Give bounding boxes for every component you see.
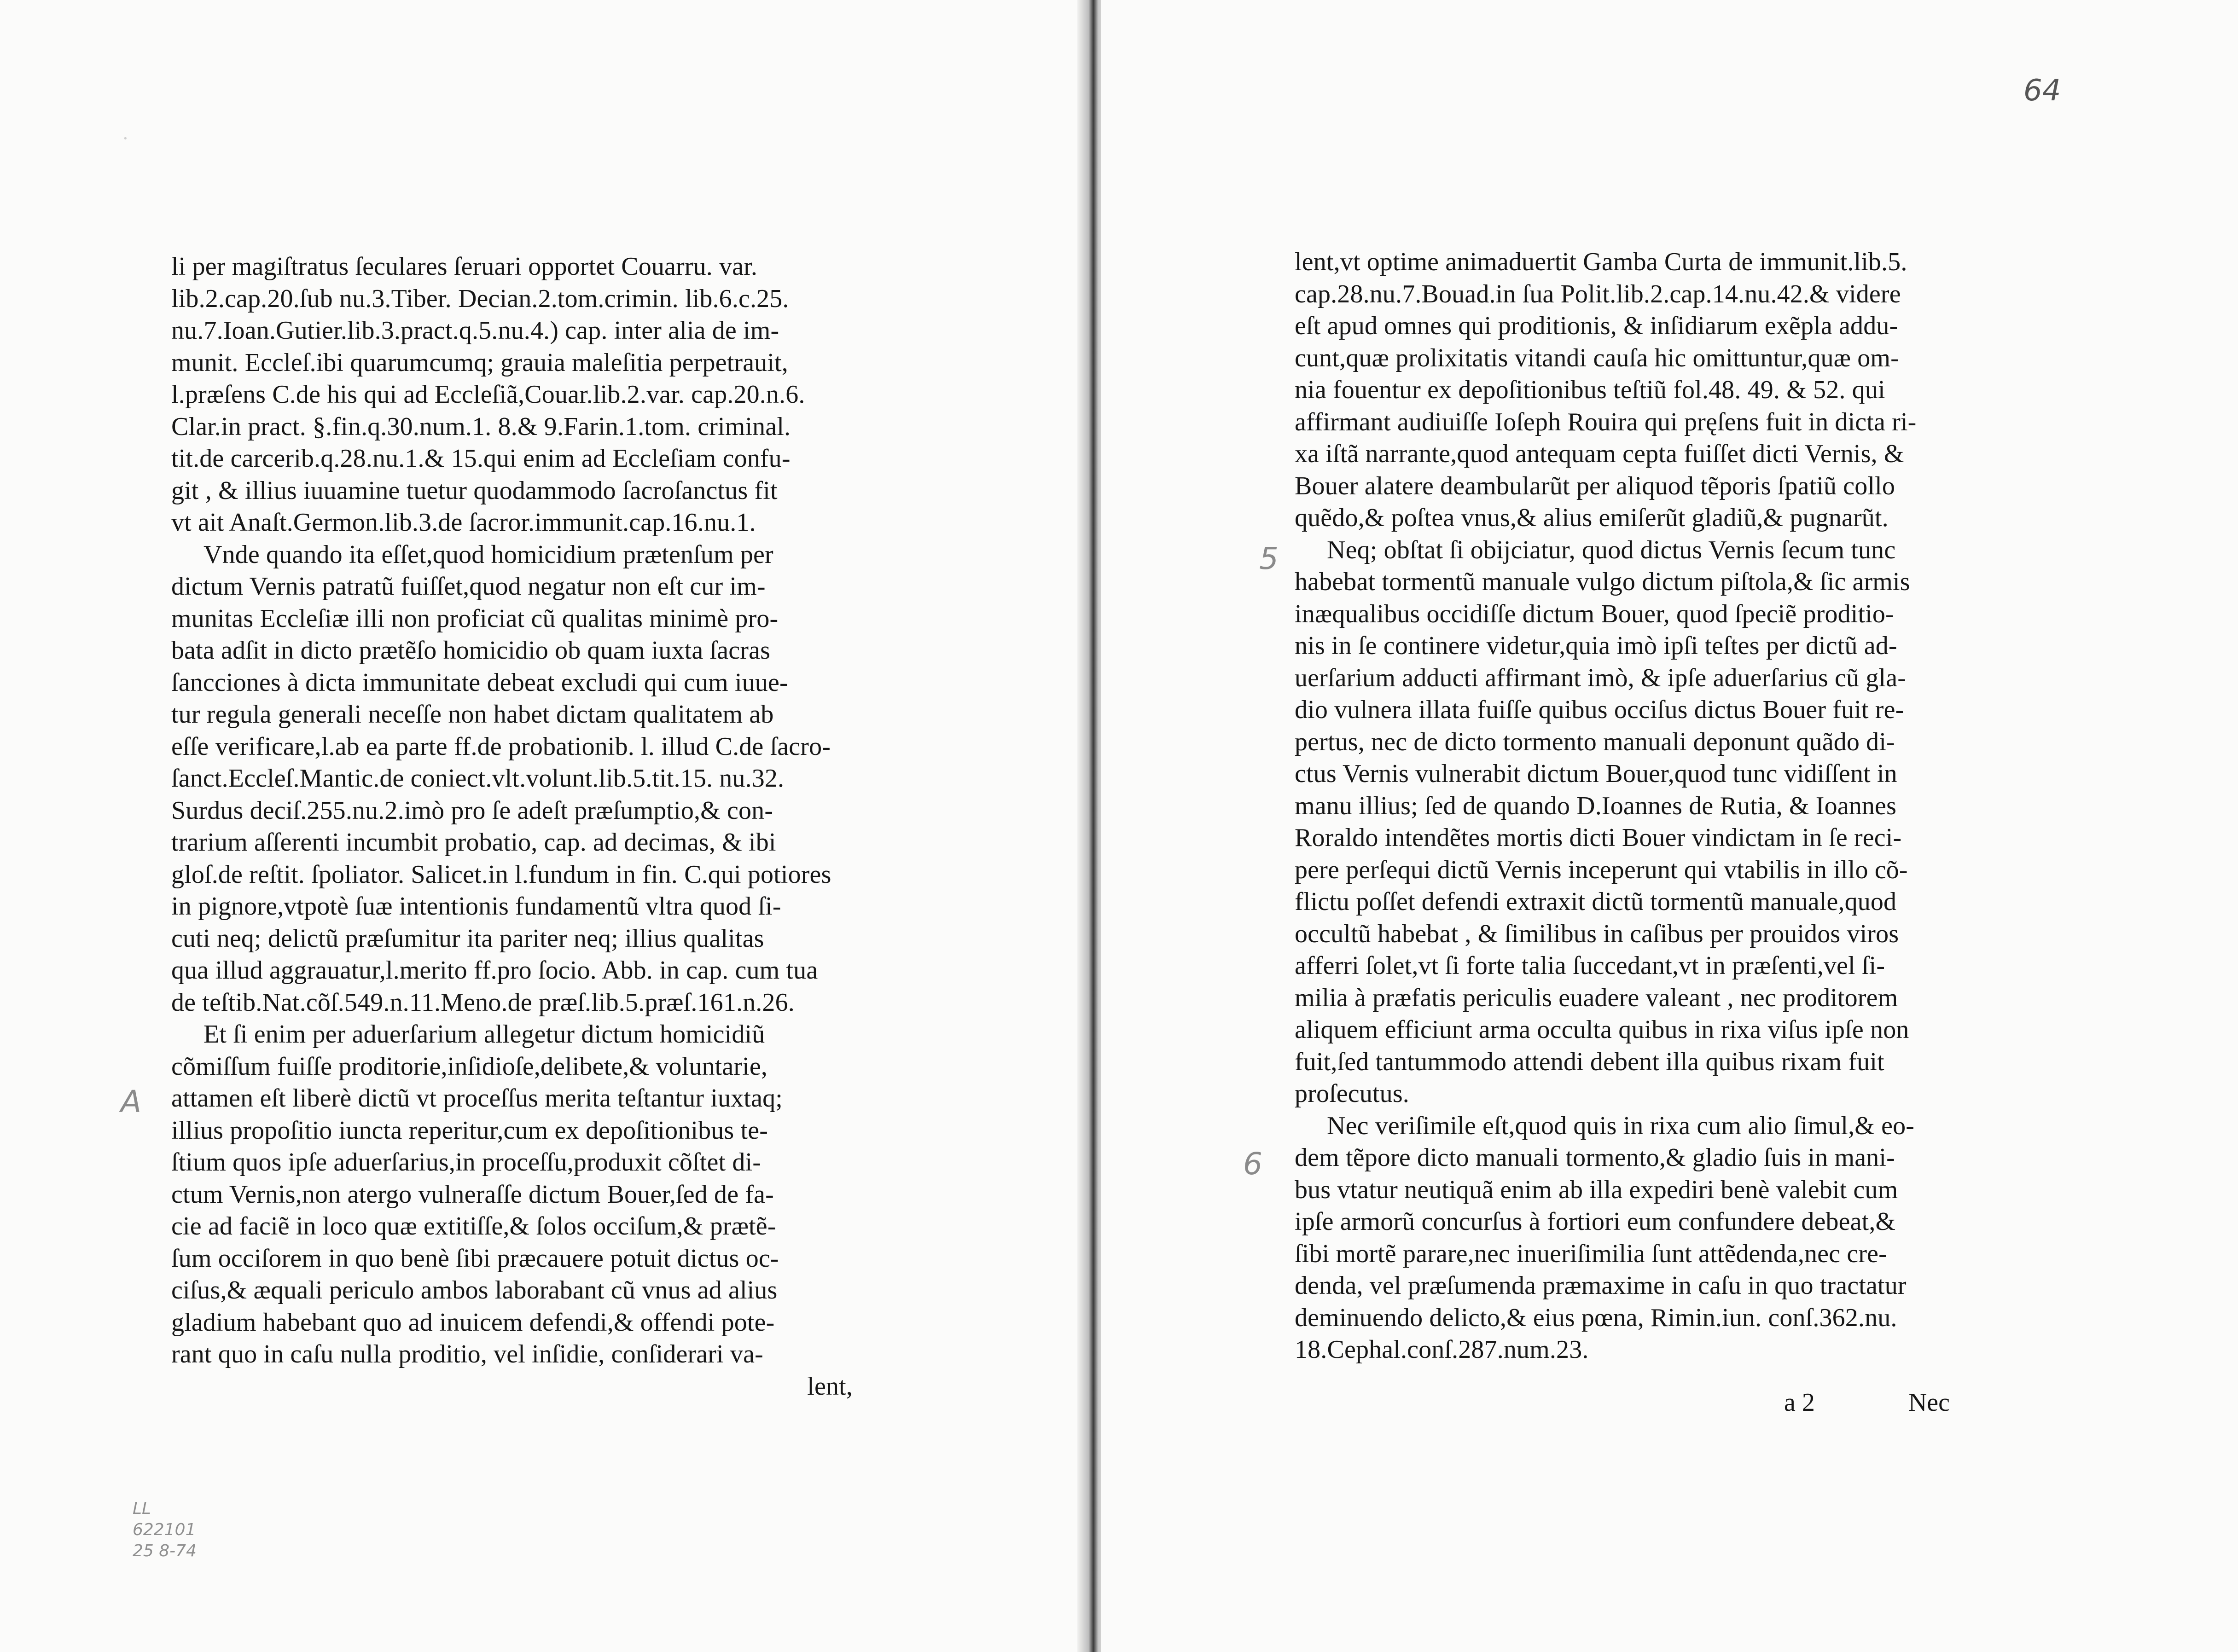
left-page-text — [171, 251, 853, 1403]
text-line: munitas Eccleſiæ illi non proficiat cũ qualitas minimè pro- — [171, 604, 779, 633]
text-line: ſum occiſorem in quo benè ſibi præcauere potuit dictus oc- — [171, 1244, 779, 1273]
text-line: Vnde quando ita eſſet,quod homicidium prætenſum per — [203, 540, 773, 569]
text-line: bata adſit in dicto prætẽſo homicidio ob quam iuxta ſacras — [171, 636, 771, 665]
text-line: flictu poſſet defendi extraxit dictũ tormentũ manuale,quod — [1295, 887, 1897, 916]
left-page — [0, 0, 1087, 1652]
text-line: de teſtib.Nat.cõſ.549.n.11.Meno.de præſ.lib.5.præſ.161.n.26. — [171, 988, 795, 1017]
text-line: Surdus deciſ.255.nu.2.imò pro ſe adeſt præſumptio,& con- — [171, 796, 773, 825]
text-line: dio vulnera illata fuiſſe quibus occiſus dictus Bouer fuit re- — [1295, 696, 1904, 724]
text-line: git , & illius iuuamine tuetur quodammodo ſacroſanctus fit — [171, 476, 778, 505]
text-line: Et ſi enim per aduerſarium allegetur dictum homicidiũ — [203, 1020, 765, 1049]
text-line: ctum Vernis,non atergo vulneraſſe dictum Bouer,ſed de fa- — [171, 1180, 774, 1209]
text-line: gloſ.de reſtit. ſpoliator. Salicet.in l.fundum in fin. C.qui potiores — [171, 860, 831, 889]
text-line: eſt apud omnes qui proditionis, & inſidiarum exẽpla addu- — [1295, 312, 1898, 340]
text-line: uerſarium adducti affirmant imò, & ipſe aduerſarius cũ gla- — [1295, 663, 1907, 692]
text-line: ſtium quos ipſe aduerſarius,in proceſſu,produxit cõſtet di- — [171, 1148, 762, 1177]
text-line: occultũ habebat , & ſimilibus in caſibus per prouidos viros — [1295, 919, 1899, 948]
text-line: ipſe armorũ concurſus à fortiori eum confundere debeat,& — [1295, 1207, 1896, 1236]
page-footer — [1784, 1388, 1950, 1417]
text-line: pertus, nec de dicto tormento manuali deponunt quãdo di- — [1295, 727, 1895, 756]
text-line: munit. Eccleſ.ibi quarumcumq; grauia maleſitia perpetrauit, — [171, 348, 788, 377]
text-line: attamen eſt liberè dictũ vt proceſſus merita teſtantur iuxtaq; — [171, 1084, 783, 1113]
text-line: affirmant audiuiſſe Ioſeph Rouira qui pręſens fuit in dicta ri- — [1295, 407, 1917, 436]
catchword: Nec — [1908, 1388, 1950, 1417]
text-line: eſſe verificare,l.ab ea parte ff.de probationib. l. illud C.de ſacro- — [171, 732, 831, 761]
text-line: l.præſens C.de his qui ad Eccleſiã,Couar.lib.2.var. cap.20.n.6. — [171, 380, 805, 409]
text-line: fuit,ſed tantummodo attendi debent illa quibus rixam fuit — [1295, 1047, 1884, 1076]
text-line: nis in ſe continere videtur,quia imò ipſi teſtes per dictũ ad- — [1295, 632, 1897, 660]
text-line: cunt,quæ prolixitatis vitandi cauſa hic omittuntur,quæ om- — [1295, 343, 1899, 372]
text-line: illius propoſitio iuncta reperitur,cum ex depoſitionibus te- — [171, 1116, 768, 1145]
text-line: denda, vel præſumenda præmaxime in caſu in quo tractatur — [1295, 1271, 1907, 1300]
text-line: aliquem efficiunt arma occulta quibus in rixa viſus ipſe non — [1295, 1015, 1909, 1044]
text-line: ſancciones à dicta immunitate debeat excludi qui cum iuue- — [171, 668, 788, 697]
text-line: xa iſtã narrante,quod antequam cepta fuiſſet dicti Vernis, & — [1295, 440, 1904, 468]
text-line: afferri ſolet,vt ſi forte talia ſuccedant,vt in præſenti,vel ſi- — [1295, 951, 1885, 980]
text-line: ciſus,& æquali periculo ambos laborabant cũ vnus ad alius — [171, 1276, 778, 1304]
text-line: tit.de carcerib.q.28.nu.1.& 15.qui enim ad Eccleſiam confu- — [171, 444, 791, 473]
archive-stamp-line: LL — [133, 1499, 151, 1518]
archive-stamp-line: 622101 — [133, 1520, 196, 1539]
text-line: bus vtatur neutiquã enim ab illa expediri benè valebit cum — [1295, 1175, 1898, 1204]
text-line: Clar.in pract. §.fin.q.30.num.1. 8.& 9.Farin.1.tom. criminal. — [171, 412, 791, 441]
text-line: gladium habebant quo ad inuicem defendi,& offendi pote- — [171, 1308, 775, 1337]
folio-number: 64 — [2023, 74, 2061, 108]
text-line: lent, — [807, 1372, 853, 1401]
archive-stamp — [133, 1498, 197, 1562]
text-line: habebat tormentũ manuale vulgo dictum piſtola,& ſic armis — [1295, 568, 1910, 596]
text-line: lent,vt optime animaduertit Gamba Curta de immunit.lib.5. — [1295, 248, 1907, 276]
text-line: cie ad faciẽ in loco quæ extitiſſe,& ſolos occiſum,& prætẽ- — [171, 1212, 776, 1240]
text-line: cõmiſſum fuiſſe proditorie,inſidioſe,delibete,& voluntarie, — [171, 1052, 767, 1081]
text-line: manu illius; ſed de quando D.Ioannes de Rutia, & Ioannes — [1295, 791, 1897, 820]
text-line: Roraldo intendẽtes mortis dicti Bouer vindictam in ſe reci- — [1295, 823, 1902, 852]
text-line: milia à præfatis periculis euadere valeant , nec proditorem — [1295, 983, 1898, 1012]
text-line: lib.2.cap.20.ſub nu.3.Tiber. Decian.2.tom.crimin. lib.6.c.25. — [171, 284, 789, 313]
text-line: Neq; obſtat ſi obijciatur, quod dictus Vernis ſecum tunc — [1327, 535, 1896, 564]
text-line: rant quo in caſu nulla proditio, vel inſidie, conſiderari va- — [171, 1340, 763, 1368]
text-line: deminuendo delicto,& eius pœna, Rimin.iun. conſ.362.nu. — [1295, 1303, 1897, 1332]
margin-mark-5: 5 — [1259, 541, 1279, 576]
right-page-text — [1295, 246, 1981, 1366]
text-line: inæqualibus occidiſſe dictum Bouer, quod ſpeciẽ proditio- — [1295, 599, 1894, 628]
archive-stamp-line: 25 8-74 — [133, 1542, 197, 1560]
text-line: nia fouentur ex depoſitionibus teſtiũ fol.48. 49. & 52. qui — [1295, 376, 1885, 404]
text-line: vt ait Anaſt.Germon.lib.3.de ſacror.immunit.cap.16.nu.1. — [171, 508, 756, 537]
text-line: in pignore,vtpotè ſuæ intentionis fundamentũ vltra quod ſi- — [171, 892, 781, 921]
text-line: dem tẽpore dicto manuali tormento,& gladio ſuis in mani- — [1295, 1143, 1895, 1172]
text-line: dictum Vernis patratũ fuiſſet,quod negatur non eſt cur im- — [171, 572, 766, 601]
text-line: cap.28.nu.7.Bouad.in ſua Polit.lib.2.cap.14.nu.42.& videre — [1295, 279, 1901, 308]
text-line: proſecutus. — [1295, 1079, 1409, 1108]
text-line: nu.7.Ioan.Gutier.lib.3.pract.q.5.nu.4.) cap. inter alia de im- — [171, 316, 779, 345]
text-line: li per magiſtratus ſeculares ſeruari opportet Couarru. var. — [171, 252, 758, 281]
text-line: pere perſequi dictũ Vernis inceperunt qui vtabilis in illo cõ- — [1295, 855, 1908, 884]
signature-mark: a 2 — [1784, 1388, 1815, 1417]
text-line: Bouer alatere deambularũt per aliquod tẽporis ſpatiũ collo — [1295, 471, 1895, 500]
text-line: ſibi mortẽ parare,nec inueriſimilia ſunt attẽdenda,nec cre- — [1295, 1239, 1887, 1268]
text-line: qua illud aggrauatur,l.merito ff.pro ſocio. Abb. in cap. cum tua — [171, 956, 818, 985]
faint-show-through: · — [122, 127, 129, 150]
text-line: tur regula generali neceſſe non habet dictam qualitatem ab — [171, 700, 774, 729]
text-line: trarium aſſerenti incumbit probatio, cap. ad decimas, & ibi — [171, 828, 776, 857]
text-line: ſanct.Eccleſ.Mantic.de coniect.vlt.volunt.lib.5.tit.15. nu.32. — [171, 764, 785, 793]
margin-mark-6: 6 — [1243, 1146, 1262, 1182]
text-line: ctus Vernis vulnerabit dictum Bouer,quod tunc vidiſſent in — [1295, 759, 1897, 788]
margin-mark-a: A — [121, 1084, 142, 1119]
text-line: Nec veriſimile eſt,quod quis in rixa cum alio ſimul,& eo- — [1327, 1111, 1915, 1140]
text-line: quẽdo,& poſtea vnus,& alius emiſerũt gladiũ,& pugnarũt. — [1295, 504, 1889, 532]
text-line: 18.Cephal.conſ.287.num.23. — [1295, 1335, 1589, 1364]
text-line: cuti neq; delictũ præſumitur ita pariter neq; illius qualitas — [171, 924, 764, 953]
